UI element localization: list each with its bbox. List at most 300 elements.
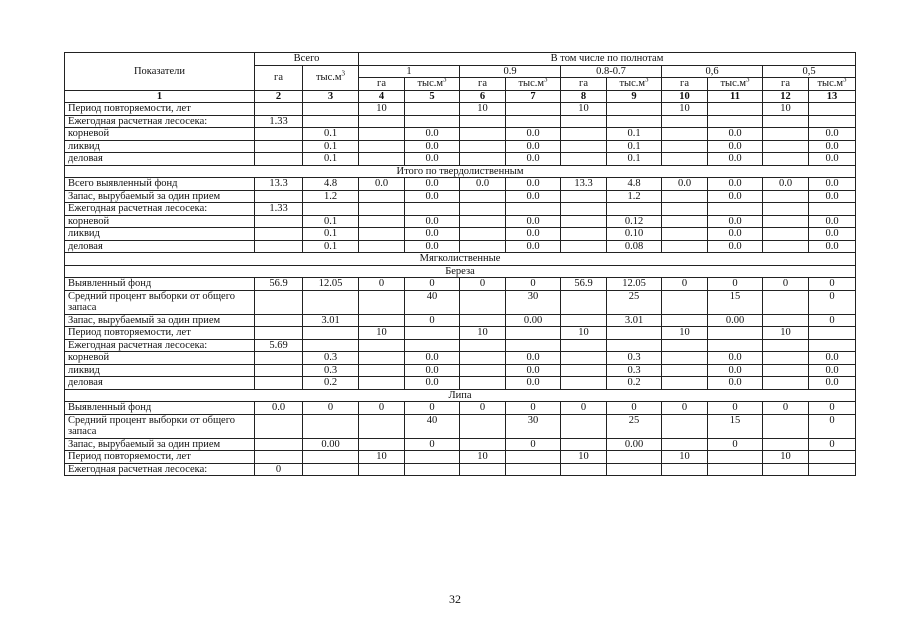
row-label: Ежегодная расчетная лесосека:	[65, 115, 255, 128]
table-cell: 10	[561, 103, 607, 116]
table-cell: 0	[809, 402, 856, 415]
table-cell	[359, 228, 405, 241]
table-cell	[763, 190, 809, 203]
table-cell	[460, 314, 506, 327]
table-cell: 1.2	[607, 190, 662, 203]
table-cell	[662, 203, 708, 216]
table-cell: 5.69	[255, 339, 303, 352]
table-cell: 0.08	[607, 240, 662, 253]
table-cell	[763, 203, 809, 216]
table-cell: 0	[506, 278, 561, 291]
table-cell	[506, 203, 561, 216]
table-cell	[460, 140, 506, 153]
table-cell: 1.2	[303, 190, 359, 203]
table-cell	[763, 314, 809, 327]
column-number: 2	[255, 90, 303, 103]
table-cell	[303, 115, 359, 128]
table-cell: 0	[460, 278, 506, 291]
table-cell	[662, 339, 708, 352]
table-cell	[662, 228, 708, 241]
table-cell	[303, 203, 359, 216]
table-cell: 30	[506, 290, 561, 314]
unit-ha: га	[561, 78, 607, 91]
table-cell: 0.0	[708, 352, 763, 365]
table-cell	[460, 339, 506, 352]
table-cell: 0	[763, 278, 809, 291]
table-cell: 0.0	[708, 364, 763, 377]
table-cell	[561, 290, 607, 314]
table-cell	[561, 115, 607, 128]
table-cell: 0	[662, 278, 708, 291]
table-cell	[763, 228, 809, 241]
unit-m3: $тыс.м^3$	[405, 78, 460, 91]
table-cell: 0.1	[607, 140, 662, 153]
table-row	[65, 327, 856, 340]
table-cell	[255, 438, 303, 451]
table-cell	[561, 364, 607, 377]
table-cell	[763, 153, 809, 166]
table-cell: 13.3	[561, 178, 607, 191]
table-row	[65, 190, 856, 203]
row-label: Средний процент выборки от общего запаса	[65, 414, 255, 438]
table-cell: 0.0	[708, 153, 763, 166]
table-cell: 0	[607, 402, 662, 415]
table-cell: 3.01	[607, 314, 662, 327]
row-label: Запас, вырубаемый за один прием	[65, 438, 255, 451]
table-cell: 0	[359, 278, 405, 291]
page-number: 32	[449, 592, 461, 606]
table-cell	[561, 339, 607, 352]
table-cell: 0.0	[708, 140, 763, 153]
section-birch: Береза	[65, 265, 856, 278]
table-cell: 10	[763, 327, 809, 340]
table-cell	[662, 463, 708, 476]
table-cell: 0	[506, 402, 561, 415]
table-cell: 0.0	[506, 140, 561, 153]
column-number: 5	[405, 90, 460, 103]
table-row	[65, 103, 856, 116]
table-cell	[359, 339, 405, 352]
table-cell	[506, 115, 561, 128]
table-cell: 0.0	[708, 190, 763, 203]
table-cell	[763, 140, 809, 153]
table-cell: 0.0	[460, 178, 506, 191]
table-cell	[506, 451, 561, 464]
table-cell	[561, 128, 607, 141]
table-cell	[460, 463, 506, 476]
table-cell	[359, 215, 405, 228]
table-cell: 0	[405, 314, 460, 327]
table-cell: 0.1	[303, 128, 359, 141]
table-cell	[303, 103, 359, 116]
table-cell	[809, 115, 856, 128]
table-cell	[763, 115, 809, 128]
table-cell: 0	[561, 402, 607, 415]
column-number: 9	[607, 90, 662, 103]
table-cell	[460, 377, 506, 390]
table-cell	[359, 115, 405, 128]
table-cell: 0.00	[506, 314, 561, 327]
row-label: ликвид	[65, 364, 255, 377]
table-cell	[607, 103, 662, 116]
table-cell: 10	[359, 451, 405, 464]
table-cell: 0	[809, 278, 856, 291]
table-cell	[561, 240, 607, 253]
table-cell: 0	[708, 278, 763, 291]
table-cell	[255, 352, 303, 365]
section-linden: Липа	[65, 389, 856, 402]
table-cell	[763, 364, 809, 377]
table-cell: 0.0	[809, 190, 856, 203]
row-label: Ежегодная расчетная лесосека:	[65, 463, 255, 476]
table-cell: 0.0	[506, 364, 561, 377]
total-header: Всего	[255, 53, 359, 66]
table-cell: 0.1	[607, 153, 662, 166]
table-cell: 0	[809, 314, 856, 327]
table-sheet	[64, 52, 855, 476]
table-cell	[506, 339, 561, 352]
table-cell	[506, 327, 561, 340]
table-cell	[359, 314, 405, 327]
table-cell	[405, 339, 460, 352]
table-cell	[561, 153, 607, 166]
table-cell	[708, 463, 763, 476]
table-cell: 13.3	[255, 178, 303, 191]
table-cell	[460, 240, 506, 253]
density-0-8-0-7: 0.8-0.7	[561, 65, 662, 78]
indicators-header: Показатели	[65, 53, 255, 91]
table-cell: 0	[303, 402, 359, 415]
table-cell: 0.0	[809, 128, 856, 141]
table-cell	[662, 414, 708, 438]
table-cell	[662, 115, 708, 128]
unit-m3: $тыс.м^3$	[809, 78, 856, 91]
table-row	[65, 451, 856, 464]
table-cell: 12.05	[303, 278, 359, 291]
table-cell	[561, 438, 607, 451]
table-cell: 0.0	[506, 352, 561, 365]
row-label: Период повторяемости, лет	[65, 103, 255, 116]
table-cell: 0.10	[607, 228, 662, 241]
table-row	[65, 339, 856, 352]
table-cell: 0.0	[506, 128, 561, 141]
table-cell: 0.00	[607, 438, 662, 451]
row-label: Запас, вырубаемый за один прием	[65, 190, 255, 203]
table-cell: 0.0	[405, 228, 460, 241]
table-cell	[460, 352, 506, 365]
table-cell: 0.0	[405, 240, 460, 253]
table-cell: 10	[662, 451, 708, 464]
row-label: корневой	[65, 352, 255, 365]
table-cell	[763, 438, 809, 451]
table-row	[65, 314, 856, 327]
table-row	[65, 140, 856, 153]
table-cell	[255, 240, 303, 253]
table-cell	[763, 128, 809, 141]
table-cell: 0	[809, 290, 856, 314]
table-cell: 0.00	[303, 438, 359, 451]
row-label: ликвид	[65, 228, 255, 241]
table-cell	[506, 463, 561, 476]
table-cell	[662, 215, 708, 228]
table-cell: 0.0	[506, 153, 561, 166]
table-cell: 0.0	[809, 352, 856, 365]
density-1: 1	[359, 65, 460, 78]
table-row	[65, 115, 856, 128]
table-cell: 0.0	[708, 215, 763, 228]
table-cell	[561, 463, 607, 476]
forest-table	[64, 52, 856, 476]
table-cell: 56.9	[561, 278, 607, 291]
table-cell	[255, 128, 303, 141]
table-cell: 0.2	[607, 377, 662, 390]
table-cell	[303, 451, 359, 464]
row-label: Ежегодная расчетная лесосека:	[65, 339, 255, 352]
table-cell	[506, 103, 561, 116]
table-cell	[255, 314, 303, 327]
table-cell	[763, 240, 809, 253]
table-cell	[460, 438, 506, 451]
row-label: деловая	[65, 240, 255, 253]
table-cell	[359, 240, 405, 253]
density-0-5: 0,5	[763, 65, 856, 78]
table-cell	[561, 228, 607, 241]
table-cell: 25	[607, 290, 662, 314]
table-cell	[359, 364, 405, 377]
table-cell: 4.8	[303, 178, 359, 191]
table-cell	[662, 153, 708, 166]
table-cell	[561, 140, 607, 153]
table-cell	[255, 153, 303, 166]
table-cell	[708, 203, 763, 216]
table-cell	[303, 463, 359, 476]
table-cell: 0.00	[708, 314, 763, 327]
row-label: Период повторяемости, лет	[65, 327, 255, 340]
table-cell: 0.1	[303, 153, 359, 166]
table-cell	[763, 290, 809, 314]
table-cell: 10	[662, 103, 708, 116]
table-cell: 10	[561, 327, 607, 340]
table-cell: 0.1	[303, 140, 359, 153]
table-cell	[809, 327, 856, 340]
table-cell	[460, 203, 506, 216]
table-cell	[255, 190, 303, 203]
table-cell: 0.0	[405, 128, 460, 141]
table-cell	[607, 463, 662, 476]
table-cell: 0.0	[809, 240, 856, 253]
table-cell	[662, 352, 708, 365]
table-cell	[303, 414, 359, 438]
table-cell: 0.0	[405, 215, 460, 228]
table-cell: 0.3	[607, 364, 662, 377]
unit-ha: га	[763, 78, 809, 91]
table-cell: 0.3	[303, 364, 359, 377]
table-cell: 40	[405, 290, 460, 314]
table-row	[65, 203, 856, 216]
table-row	[65, 352, 856, 365]
table-cell	[809, 451, 856, 464]
column-number: 10	[662, 90, 708, 103]
table-cell: 0	[405, 402, 460, 415]
total-m3-header: $тыс.м^3$	[303, 65, 359, 90]
table-cell	[763, 463, 809, 476]
column-number: 6	[460, 90, 506, 103]
table-cell	[303, 327, 359, 340]
table-cell	[405, 327, 460, 340]
table-cell	[460, 128, 506, 141]
table-cell	[662, 314, 708, 327]
table-cell	[359, 128, 405, 141]
table-cell	[763, 377, 809, 390]
table-cell	[809, 339, 856, 352]
table-cell	[662, 377, 708, 390]
table-row	[65, 438, 856, 451]
table-cell: 0.2	[303, 377, 359, 390]
table-cell: 0.0	[809, 228, 856, 241]
table-cell	[763, 339, 809, 352]
table-cell	[662, 140, 708, 153]
table-cell: 15	[708, 290, 763, 314]
table-cell	[405, 103, 460, 116]
table-cell	[460, 190, 506, 203]
table-cell	[405, 115, 460, 128]
table-cell	[763, 414, 809, 438]
table-cell: 0.1	[303, 215, 359, 228]
table-cell	[561, 377, 607, 390]
density-0-6: 0,6	[662, 65, 763, 78]
table-cell	[405, 451, 460, 464]
table-cell: 0.0	[809, 377, 856, 390]
table-cell	[255, 290, 303, 314]
row-label: Период повторяемости, лет	[65, 451, 255, 464]
table-cell: 0	[809, 438, 856, 451]
table-cell: 0.0	[255, 402, 303, 415]
table-row	[65, 153, 856, 166]
table-row	[65, 290, 856, 314]
table-cell	[460, 290, 506, 314]
table-cell	[607, 451, 662, 464]
table-cell: 0.1	[607, 128, 662, 141]
table-row	[65, 402, 856, 415]
table-cell	[303, 339, 359, 352]
row-label: Запас, вырубаемый за один прием	[65, 314, 255, 327]
section-softwood: Мягколиственные	[65, 253, 856, 266]
table-cell	[405, 463, 460, 476]
table-cell	[561, 203, 607, 216]
table-cell	[809, 103, 856, 116]
table-cell: 3.01	[303, 314, 359, 327]
table-cell: 0.3	[607, 352, 662, 365]
table-cell: 56.9	[255, 278, 303, 291]
table-cell	[561, 190, 607, 203]
section-hardwood-total: Итого по твердолиственным	[65, 165, 856, 178]
row-label: Средний процент выборки от общего запаса	[65, 290, 255, 314]
table-row	[65, 128, 856, 141]
table-cell	[359, 438, 405, 451]
table-cell: 0.0	[506, 178, 561, 191]
table-cell	[662, 128, 708, 141]
table-cell	[255, 364, 303, 377]
table-row	[65, 377, 856, 390]
unit-m3: $тыс.м^3$	[607, 78, 662, 91]
row-label: корневой	[65, 128, 255, 141]
table-cell	[359, 140, 405, 153]
unit-m3: $тыс.м^3$	[708, 78, 763, 91]
table-cell: 10	[460, 327, 506, 340]
table-cell: 0.0	[506, 240, 561, 253]
unit-m3: $тыс.м^3$	[506, 78, 561, 91]
table-cell: 40	[405, 414, 460, 438]
table-cell: 0	[763, 402, 809, 415]
table-cell	[460, 414, 506, 438]
table-cell	[359, 190, 405, 203]
table-cell: 0	[359, 402, 405, 415]
table-cell: 0.0	[405, 352, 460, 365]
row-label: Ежегодная расчетная лесосека:	[65, 203, 255, 216]
table-cell: 12.05	[607, 278, 662, 291]
table-cell: 0.0	[763, 178, 809, 191]
table-cell: 0.3	[303, 352, 359, 365]
row-label: Выявленный фонд	[65, 278, 255, 291]
table-cell	[255, 414, 303, 438]
table-cell: 0.0	[809, 364, 856, 377]
table-row	[65, 278, 856, 291]
table-row	[65, 463, 856, 476]
table-cell: 4.8	[607, 178, 662, 191]
table-cell	[460, 228, 506, 241]
table-cell: 0	[460, 402, 506, 415]
table-cell: 0.0	[405, 190, 460, 203]
table-cell	[561, 414, 607, 438]
table-cell	[255, 215, 303, 228]
table-cell: 0.0	[359, 178, 405, 191]
table-cell: 0.0	[809, 153, 856, 166]
table-cell	[809, 463, 856, 476]
table-row	[65, 240, 856, 253]
table-cell	[607, 115, 662, 128]
table-cell	[662, 190, 708, 203]
table-cell	[561, 352, 607, 365]
table-cell: 1.33	[255, 115, 303, 128]
table-row	[65, 414, 856, 438]
table-cell: 0.0	[405, 153, 460, 166]
table-cell: 30	[506, 414, 561, 438]
table-cell	[708, 103, 763, 116]
total-ha-header: га	[255, 65, 303, 90]
table-cell: 0.0	[506, 377, 561, 390]
table-cell: 0.0	[809, 215, 856, 228]
table-cell	[662, 364, 708, 377]
table-cell: 0	[255, 463, 303, 476]
table-cell: 0	[506, 438, 561, 451]
unit-ha: га	[359, 78, 405, 91]
table-cell: 0.0	[708, 377, 763, 390]
table-cell: 0.0	[708, 128, 763, 141]
table-cell: 0.0	[708, 178, 763, 191]
table-cell	[359, 352, 405, 365]
table-cell	[708, 115, 763, 128]
table-cell: 10	[359, 327, 405, 340]
column-number: 12	[763, 90, 809, 103]
table-cell: 0.0	[405, 140, 460, 153]
table-row	[65, 178, 856, 191]
table-cell: 0.0	[662, 178, 708, 191]
table-cell	[460, 115, 506, 128]
table-cell: 0.0	[405, 377, 460, 390]
table-cell: 0	[708, 402, 763, 415]
table-cell	[763, 352, 809, 365]
column-number: 13	[809, 90, 856, 103]
